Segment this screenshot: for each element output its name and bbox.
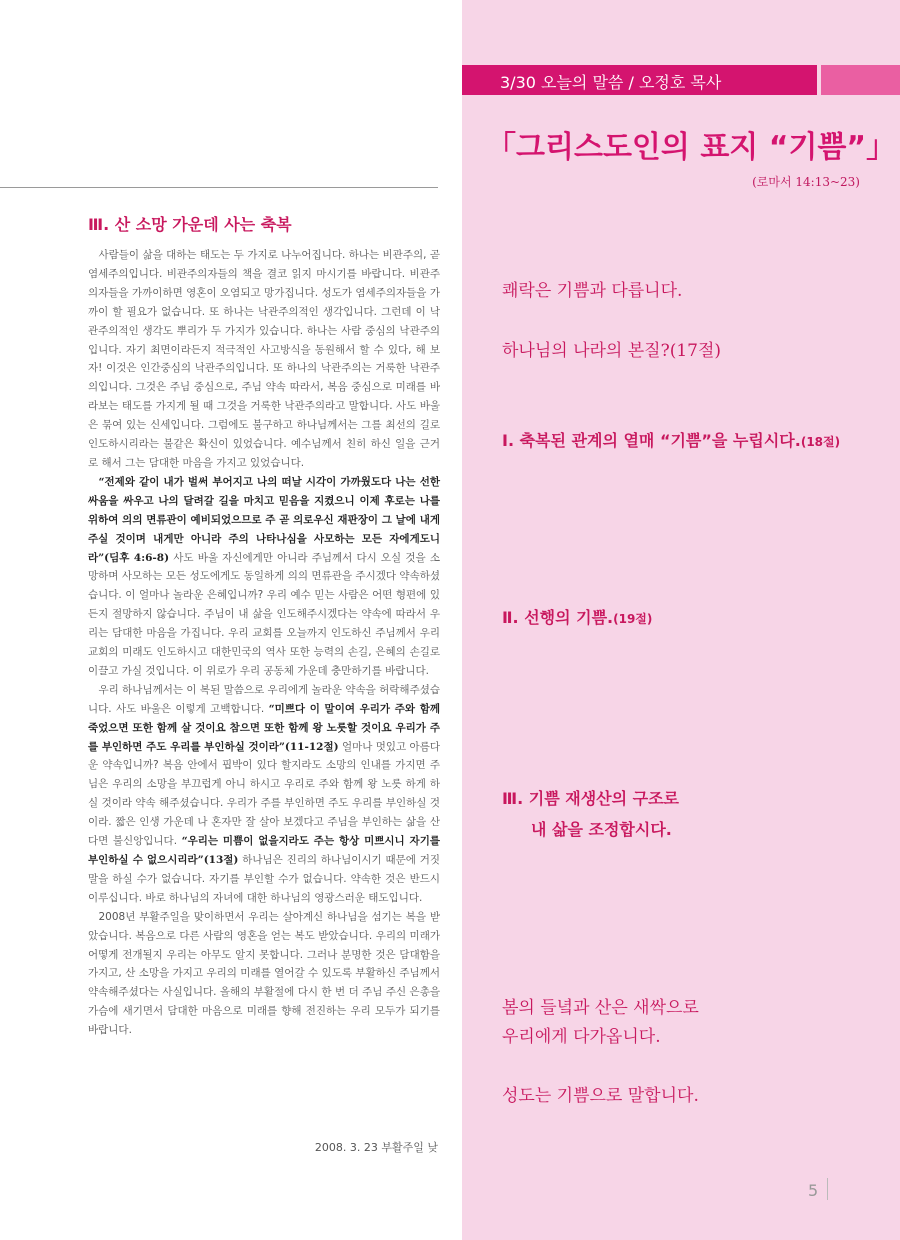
- body-paragraph: “전제와 같이 내가 벌써 부어지고 나의 떠날 시각이 가까웠도다 나는 선한 싸움을 싸우고 나의 달려갈 길을 마치고 믿음을 지켰으니 이제 후로는 나를 위하여 의의 면류관이 예비되었으므로 주 곧 의로우신 재판장이 그 날에 내게 주실 것이며 내게만 아니라 주의 나타나심을 사모하는 모든 자에게도니라”(딤후 4:6-8) 사도 바울 자신에게만 아니라 주님께서 다시 오실 것을 소망하며 사모하는 모든 성도에게도 동일하게 의의 면류관을 주시겠다 약속하셨습니다. 이 얼마나 놀라운 은혜입니까? 우리 예수 믿는 사람은 어떤 형편에 있든지 절망하지 않습니다. 주님이 내 삶을 인도해주시겠다는 약속에 따라서 우리는 담대한 마음을 가집니다. 우리 교회를 오늘까지 인도하신 주님께서 우리 교회의 미래도 인도하시고 대한민국의 역사 또한 능력의 손길, 은혜의 손길로 이끌고 가실 것입니다. 이 위로가 우리 공동체 가운데 충만하기를 바랍니다.: [88, 475, 440, 677]
- outline-point-3-cont: 내 삶을 조정합시다.: [531, 820, 672, 839]
- page-number: 5: [808, 1181, 819, 1200]
- outline-point-1: Ⅰ. 축복된 관계의 열매 “기쁨”을 누립시다.(18절): [502, 431, 841, 450]
- outline-line-2: 하나님의 나라의 본질?(17절): [502, 341, 722, 361]
- divider: [0, 187, 438, 188]
- body-paragraph: 2008년 부활주일을 맞이하면서 우리는 살아계신 하나님을 섬기는 복을 받았습니다. 복음으로 다른 사람의 영혼을 얻는 복도 받았습니다. 우리의 미래가 어떻게 전개될지 우리는 아무도 알지 못합니다. 그러나 분명한 것은 담대함을 가지고, 산 소망을 가지고 우리의 미래를 열어갈 수 있도록 부활하신 주님께서 약속해주셨다는 사실입니다. 올해의 부활절에 다시 한 번 더 주님 주신 은총을 가슴에 새기면서 담대한 마음으로 미래를 향해 전진하는 우리 모두가 되기를 바랍니다.: [88, 910, 440, 1037]
- outline-point-3: Ⅲ. 기쁨 재생산의 구조로: [502, 789, 680, 808]
- scripture-quote: “미쁘다 이 말이여 우리가 주와 함께 죽었으면 또한 함께 살 것이요 참으면 또한 함께 왕 노릇할 것이요 우리가 주를 부인하면 주도 우리를 부인하실 것이라”(11-12절): [88, 702, 440, 753]
- body-paragraph: 사람들이 삶을 대하는 태도는 두 가지로 나누어집니다. 하나는 비관주의, 곧 염세주의입니다. 비관주의자들의 책을 결코 읽지 마시기를 바랍니다. 비관주의자들을 가까이하면 영혼이 오염되고 망가집니다. 성도가 염세주의자들을 가까이 할 필요가 없습니다. 또 하나는 낙관주의적인 생각입니다. 그런데 이 낙관주의적인 생각도 뿌리가 두 가지가 있습니다. 하나는 사람 중심의 낙관주의입니다. 자기 최면이라든지 적극적인 사고방식을 동원해서 할 수 있다, 해 보자! 이것은 인간중심의 낙관주의입니다. 또 하나의 낙관주의는 거룩한 낙관주의입니다. 그것은 주님 중심으로, 주님 약속 따라서, 복음 중심으로 미래를 바라보는 태도를 가지게 될 때 그것을 거룩한 낙관주의라고 말합니다. 사도 바울은 묶여 있는 신세입니다. 그럼에도 불구하고 하나님께서는 그를 최선의 길로 인도하시리라는 불같은 확신이 있었습니다. 예수님께서 친히 하신 일을 근거로 해서 그는 담대한 마음을 가지고 있었습니다.: [88, 249, 440, 469]
- header-bar-accent: [821, 65, 900, 95]
- body-paragraph: 우리 하나님께서는 이 복된 말씀으로 우리에게 놀라운 약속을 허락해주셨습니다. 사도 바울은 이렇게 고백합니다. “미쁘다 이 말이여 우리가 주와 함께 죽었으면 또한 함께 살 것이요 참으면 또한 함께 왕 노릇할 것이요 우리가 주를 부인하면 주도 우리를 부인하실 것이라”(11-12절) 얼마나 멋있고 아름다운 약속입니까? 복음 안에서 핍박이 있다 할지라도 소망의 인내를 가지면 주님은 우리의 소망을 부끄럽게 아니 하시고 우리로 주와 함께 왕 노릇 하게 하실 것이라 약속 해주셨습니다. 우리가 주를 부인하면 주도 우리를 부인하실 것이라. 짧은 인생 가운데 나 혼자만 잘 살아 보겠다고 주님을 부인하는 삶을 산다면 불신앙입니다. “우리는 미쁨이 없을지라도 주는 항상 미쁘시니 자기를 부인하실 수 없으시리라”(13절) 하나님은 진리의 하나님이시기 때문에 거짓말을 하실 수가 없습니다. 자기를 부인할 수가 없습니다. 약속한 것은 반드시 이루십니다. 바로 하나님의 자녀에 대한 하나님의 영광스러운 태도입니다.: [88, 683, 440, 904]
- sermon-title: 「그리스도인의 표지 “기쁨”」: [486, 130, 897, 165]
- closing-line-1: 봄의 들녘과 산은 새싹으로: [502, 998, 699, 1018]
- outline-point-2: Ⅱ. 선행의 기쁨.(19절): [502, 608, 653, 627]
- outline-line-1: 쾌락은 기쁨과 다릅니다.: [502, 281, 683, 301]
- sermon-body: [88, 246, 440, 1040]
- sermon-header: 3/30 오늘의 말씀 / 오정호 목사: [500, 73, 722, 92]
- page-number-tick: [827, 1178, 828, 1200]
- scripture-reference: (로마서 14:13~23): [752, 175, 860, 189]
- scripture-quote: “전제와 같이 내가 벌써 부어지고 나의 떠날 시각이 가까웠도다 나는 선한 싸움을 싸우고 나의 달려갈 길을 마치고 믿음을 지켰으니 이제 후로는 나를 위하여 의의 면류관이 예비되었으므로 주 곧 의로우신 재판장이 그 날에 내게 주실 것이며 내게만 아니라 주의 나타나심을 사모하는 모든 자에게도니라”(딤후 4:6-8): [88, 475, 440, 564]
- signoff-date: 2008. 3. 23 부활주일 낮: [314, 1141, 438, 1154]
- section-heading: Ⅲ. 산 소망 가운데 사는 축복: [88, 215, 292, 234]
- closing-line-3: 성도는 기쁨으로 말합니다.: [502, 1086, 699, 1106]
- closing-line-2: 우리에게 다가옵니다.: [502, 1027, 661, 1047]
- scripture-quote: “우리는 미쁨이 없을지라도 주는 항상 미쁘시니 자기를 부인하실 수 없으시리라”(13절): [88, 835, 440, 866]
